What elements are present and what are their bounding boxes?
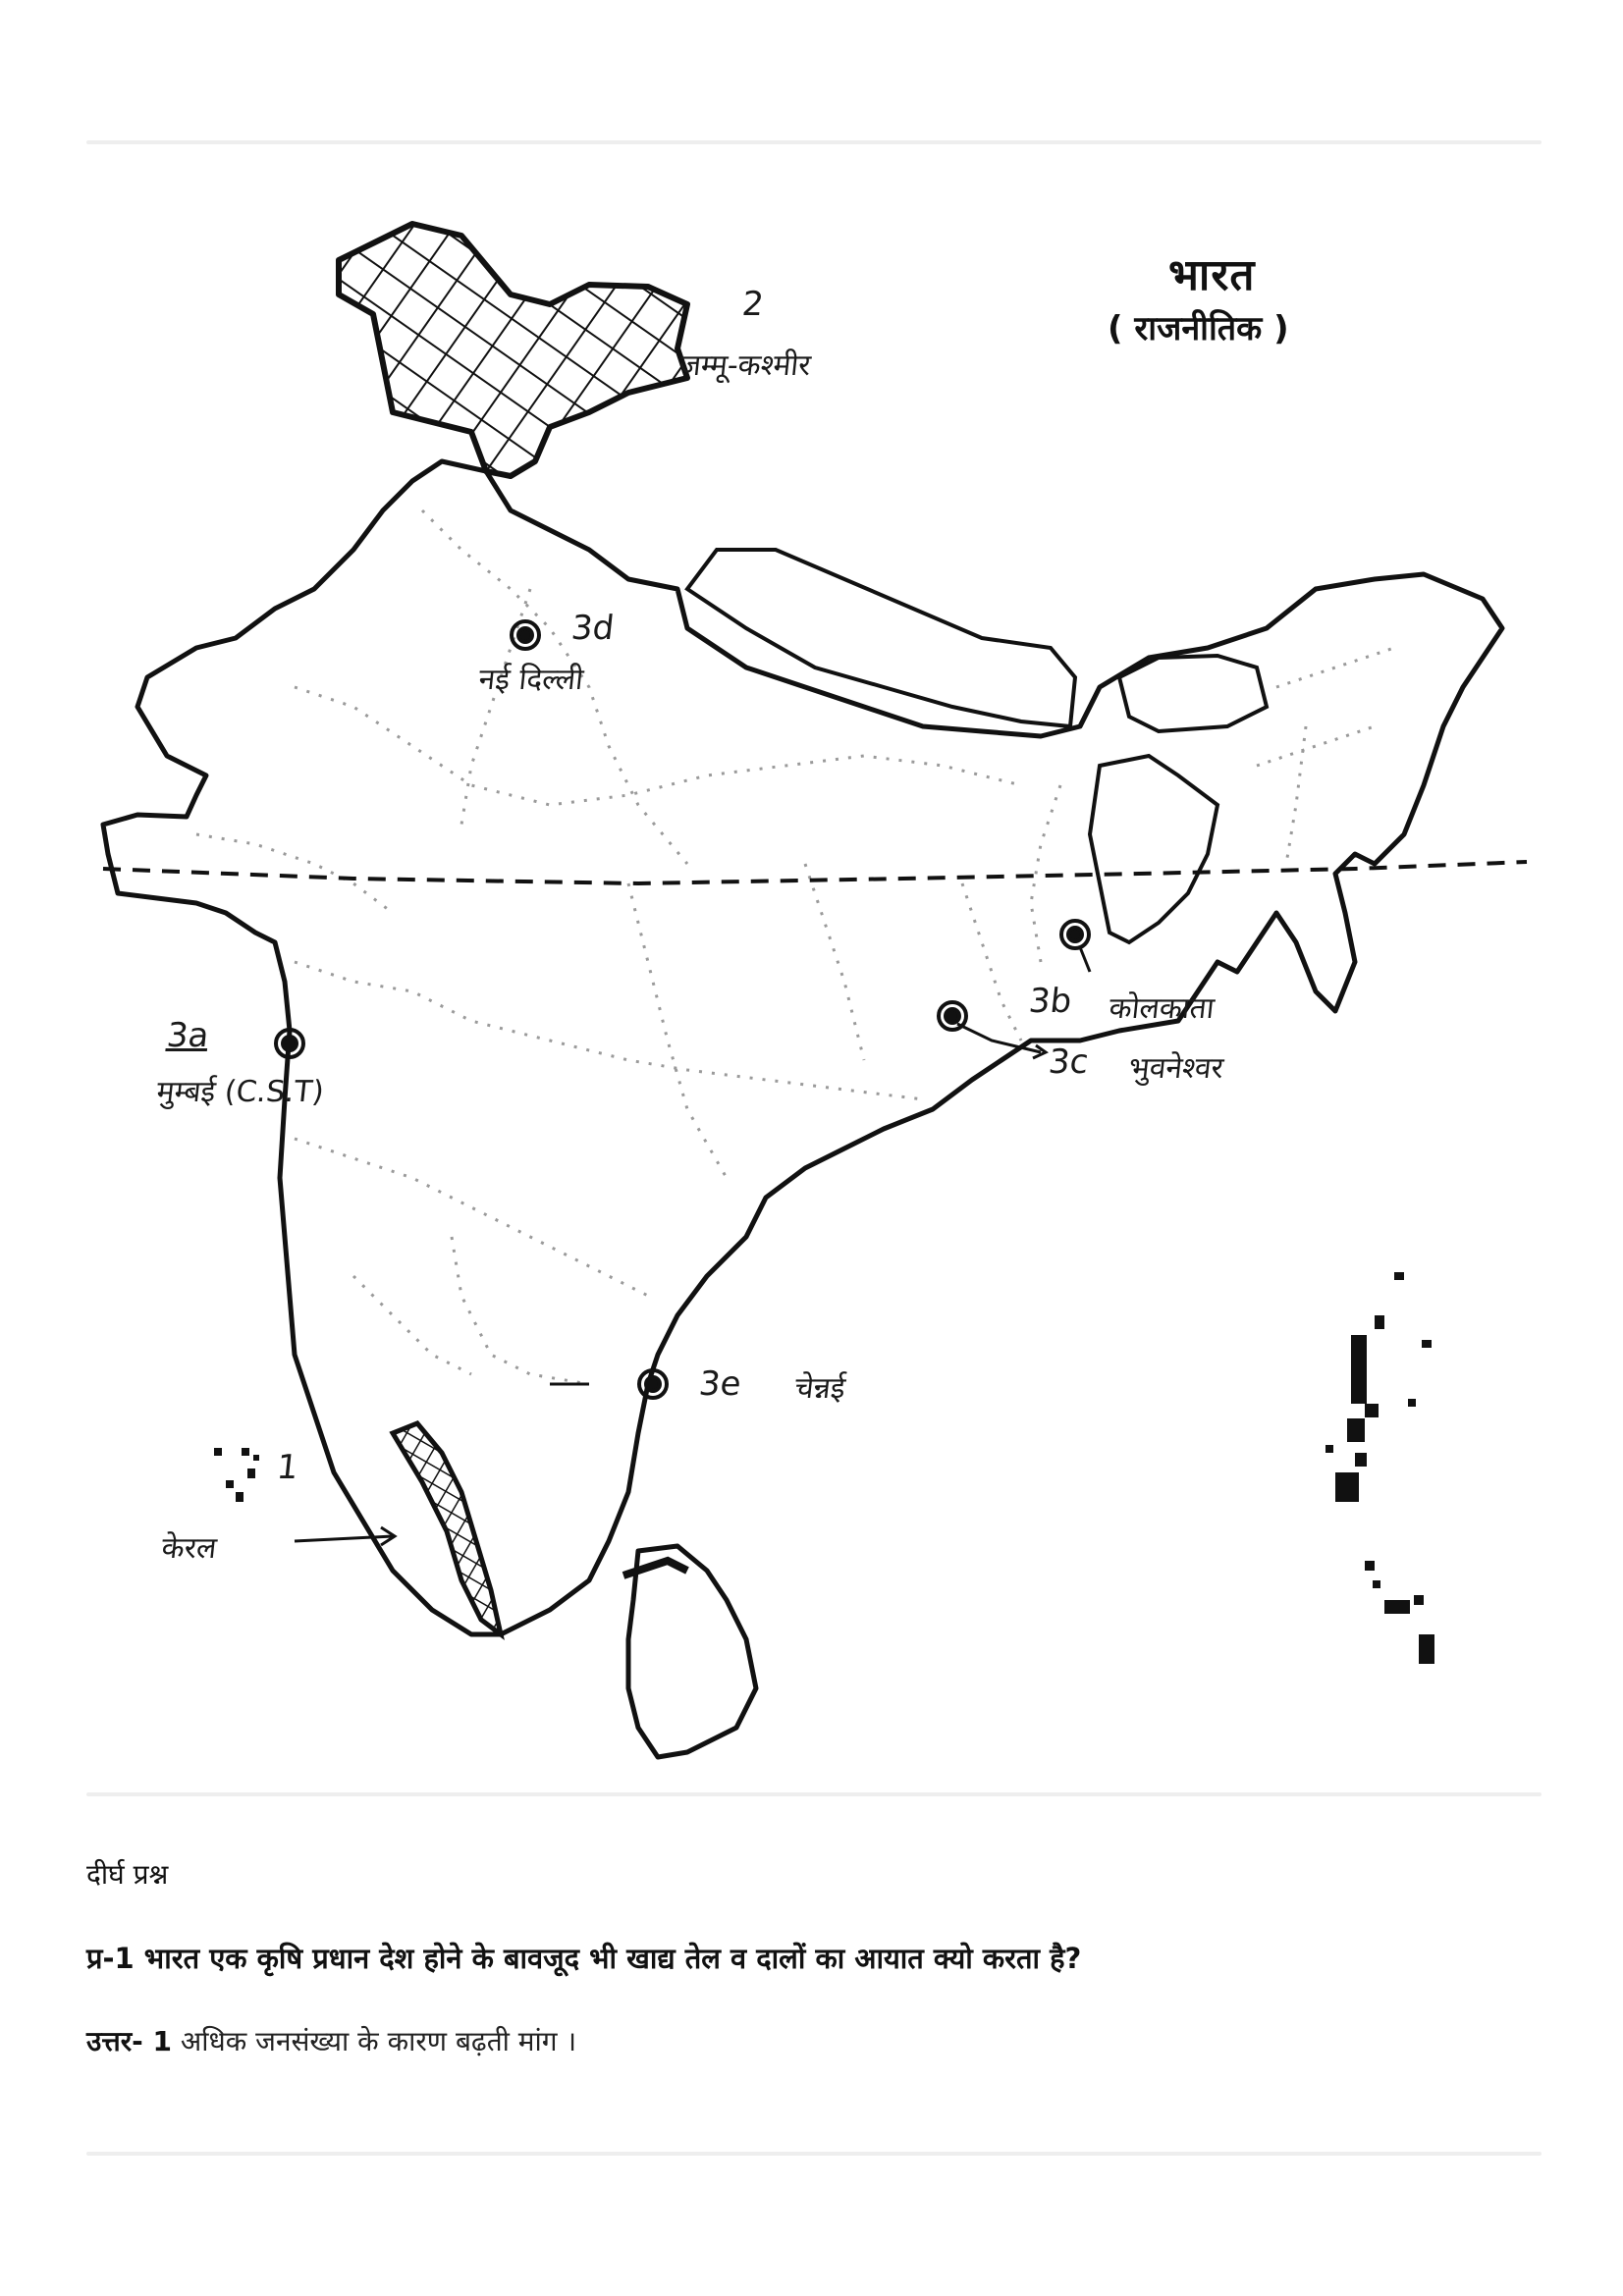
- answer-text: [86, 2022, 1542, 2061]
- jammu-kashmir-region: [339, 224, 687, 476]
- map-title: भारत: [1168, 250, 1256, 300]
- bangladesh-border: [1090, 756, 1217, 942]
- lakshadweep-islands: [214, 1448, 259, 1502]
- answer-prefix: उत्तर- 1: [86, 2025, 172, 2057]
- top-separator: [86, 140, 1542, 144]
- label-bhubaneswar-number: 3c: [1046, 1042, 1091, 1082]
- label-kerala-number: 1: [274, 1448, 300, 1487]
- state-borders: [196, 510, 1060, 1384]
- label-mumbai: मुम्बई (C.S.T): [154, 1075, 326, 1109]
- andaman-nicobar-islands: [1325, 1272, 1434, 1664]
- nepal-border: [687, 550, 1075, 726]
- map-subtitle: ( राजनीतिक ): [1108, 309, 1289, 348]
- label-jammu-kashmir-number: 2: [739, 285, 766, 324]
- india-political-map: [86, 167, 1542, 1777]
- answer-body: अधिक जनसंख्या के कारण बढ़ती मांग ।: [172, 2025, 577, 2057]
- label-chennai-number: 3e: [696, 1364, 743, 1404]
- label-kolkata: कोलकाता: [1107, 991, 1217, 1026]
- india-outline: [103, 461, 1502, 1634]
- label-kerala: केरल: [159, 1531, 219, 1566]
- label-new-delhi: नई दिल्ली: [476, 663, 585, 697]
- question-text: प्र-1 भारत एक कृषि प्रधान देश होने के बावजूद भी खाद्य तेल व दालों का आयात क्यो करता है?: [86, 1942, 1082, 1975]
- sri-lanka-outline: [628, 1546, 756, 1757]
- label-kolkata-number: 3b: [1026, 982, 1074, 1021]
- tropic-of-cancer-line: [103, 862, 1527, 883]
- section-heading: दीर्घ प्रश्न: [86, 1858, 169, 1891]
- bottom-separator: [86, 2152, 1542, 2156]
- label-new-delhi-number: 3d: [568, 609, 617, 648]
- label-bhubaneswar: भुवनेश्वर: [1126, 1051, 1225, 1086]
- kerala-region: [393, 1423, 501, 1634]
- label-chennai: चेन्नई: [792, 1371, 847, 1406]
- bhutan-border: [1119, 656, 1267, 731]
- label-jammu-kashmir: जम्मू-कश्मीर: [676, 348, 813, 383]
- label-mumbai-number: 3a: [164, 1016, 211, 1055]
- middle-separator: [86, 1792, 1542, 1796]
- question-section: [86, 1836, 1542, 2061]
- map-drawing: [86, 167, 1542, 1777]
